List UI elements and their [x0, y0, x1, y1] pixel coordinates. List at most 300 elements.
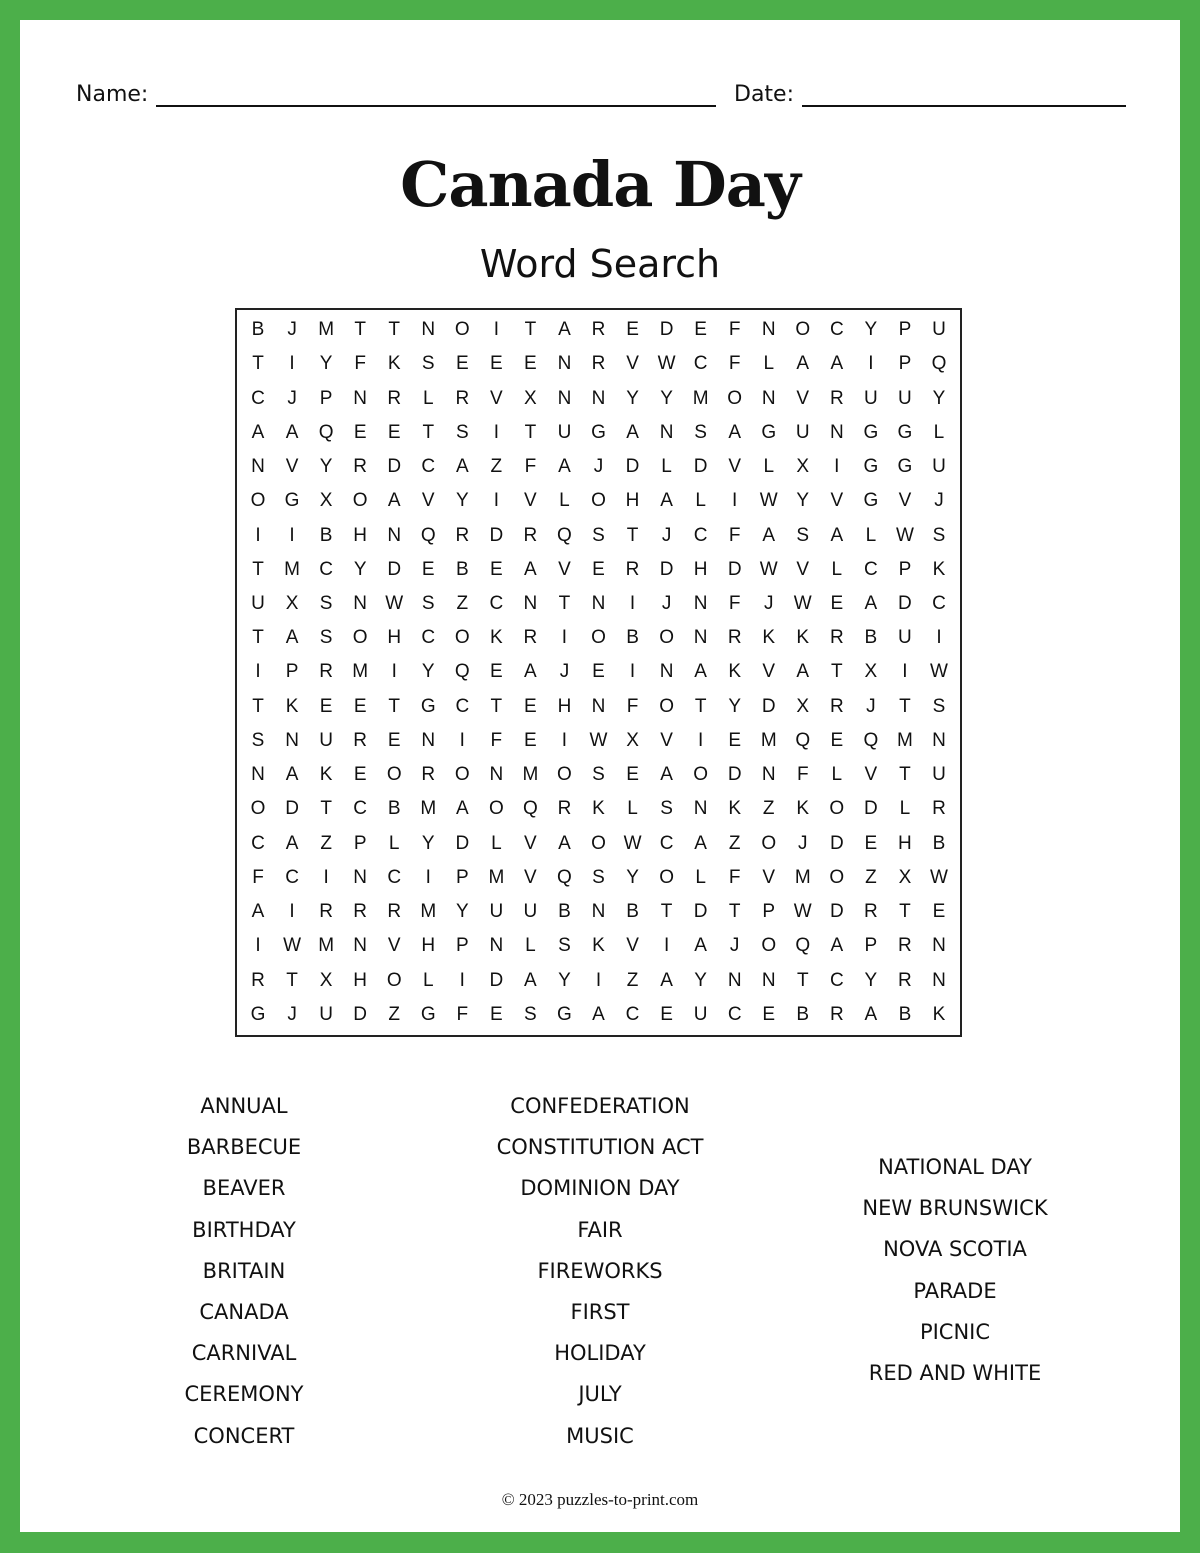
grid-cell[interactable]: F: [728, 866, 741, 888]
grid-cell[interactable]: M: [488, 866, 505, 888]
grid-cell[interactable]: E: [490, 353, 503, 375]
grid-cell[interactable]: V: [285, 456, 299, 478]
grid-cell[interactable]: K: [592, 935, 605, 957]
grid-cell[interactable]: U: [864, 387, 878, 409]
grid-cell[interactable]: V: [898, 490, 912, 512]
grid-cell[interactable]: Y: [455, 490, 469, 512]
grid-cell[interactable]: R: [829, 627, 844, 649]
grid-cell[interactable]: H: [387, 627, 402, 649]
grid-cell[interactable]: V: [524, 490, 537, 512]
grid-cell[interactable]: N: [251, 456, 265, 478]
grid-cell[interactable]: Y: [932, 387, 946, 409]
grid-cell[interactable]: N: [557, 387, 572, 409]
grid-cell[interactable]: I: [629, 593, 636, 615]
grid-cell[interactable]: A: [524, 969, 537, 991]
grid-cell[interactable]: O: [591, 832, 606, 854]
grid-cell[interactable]: O: [250, 798, 266, 820]
grid-cell[interactable]: N: [761, 387, 776, 409]
grid-cell[interactable]: V: [728, 456, 742, 478]
grid-cell[interactable]: K: [592, 798, 605, 820]
grid-cell[interactable]: L: [525, 935, 536, 957]
grid-cell[interactable]: A: [660, 764, 673, 786]
grid-cell[interactable]: I: [323, 866, 329, 888]
grid-cell[interactable]: U: [557, 421, 572, 443]
grid-cell[interactable]: U: [489, 901, 504, 923]
name-field[interactable]: [76, 82, 716, 107]
grid-cell[interactable]: K: [728, 661, 742, 683]
grid-cell[interactable]: Q: [420, 524, 436, 546]
grid-cell[interactable]: E: [421, 558, 435, 580]
grid-cell[interactable]: S: [694, 421, 707, 443]
grid-cell[interactable]: L: [491, 832, 502, 854]
grid-cell[interactable]: H: [898, 832, 912, 854]
grid-cell[interactable]: E: [387, 421, 401, 443]
grid-cell[interactable]: G: [250, 1003, 266, 1025]
grid-cell[interactable]: N: [727, 969, 742, 991]
grid-cell[interactable]: P: [762, 901, 776, 923]
grid-cell[interactable]: K: [490, 627, 503, 649]
grid-cell[interactable]: B: [864, 627, 878, 649]
grid-cell[interactable]: O: [250, 490, 266, 512]
grid-cell[interactable]: F: [626, 695, 639, 717]
grid-cell[interactable]: V: [864, 764, 878, 786]
grid-cell[interactable]: C: [829, 969, 844, 991]
grid-cell[interactable]: G: [863, 421, 879, 443]
grid-cell[interactable]: F: [354, 353, 366, 375]
grid-cell[interactable]: A: [660, 490, 673, 512]
grid-cell[interactable]: A: [558, 319, 571, 341]
grid-cell[interactable]: V: [830, 490, 844, 512]
grid-cell[interactable]: O: [761, 832, 777, 854]
grid-cell[interactable]: N: [353, 593, 368, 615]
grid-cell[interactable]: D: [353, 1003, 368, 1025]
grid-cell[interactable]: T: [320, 798, 332, 820]
grid-cell[interactable]: T: [422, 421, 435, 443]
grid-cell[interactable]: F: [490, 729, 503, 751]
grid-cell[interactable]: O: [386, 764, 402, 786]
grid-cell[interactable]: Z: [728, 832, 741, 854]
grid-cell[interactable]: T: [660, 901, 673, 923]
grid-cell[interactable]: X: [285, 593, 299, 615]
grid-cell[interactable]: B: [455, 558, 469, 580]
grid-cell[interactable]: G: [897, 456, 913, 478]
date-field[interactable]: [734, 82, 1126, 107]
grid-cell[interactable]: Z: [762, 798, 775, 820]
grid-cell[interactable]: Z: [320, 832, 332, 854]
grid-cell[interactable]: E: [455, 353, 469, 375]
grid-cell[interactable]: S: [592, 524, 605, 546]
grid-cell[interactable]: T: [796, 969, 809, 991]
grid-cell[interactable]: N: [285, 729, 299, 751]
grid-cell[interactable]: S: [592, 866, 605, 888]
grid-cell[interactable]: P: [898, 319, 912, 341]
grid-cell[interactable]: N: [591, 593, 606, 615]
grid-cell[interactable]: I: [697, 729, 704, 751]
grid-cell[interactable]: V: [660, 729, 673, 751]
grid-cell[interactable]: R: [353, 456, 368, 478]
grid-cell[interactable]: S: [524, 1003, 537, 1025]
grid-cell[interactable]: H: [693, 558, 708, 580]
grid-cell[interactable]: I: [255, 935, 261, 957]
grid-cell[interactable]: R: [727, 627, 742, 649]
grid-cell[interactable]: A: [455, 456, 469, 478]
grid-cell[interactable]: E: [830, 729, 844, 751]
grid-cell[interactable]: O: [352, 627, 368, 649]
grid-cell[interactable]: K: [319, 764, 333, 786]
grid-cell[interactable]: B: [387, 798, 401, 820]
grid-cell[interactable]: H: [557, 695, 572, 717]
grid-cell[interactable]: D: [625, 456, 640, 478]
grid-cell[interactable]: X: [864, 661, 878, 683]
grid-cell[interactable]: J: [729, 935, 740, 957]
grid-cell[interactable]: F: [728, 593, 741, 615]
grid-cell[interactable]: A: [796, 353, 810, 375]
grid-cell[interactable]: X: [626, 729, 639, 751]
grid-cell[interactable]: G: [897, 421, 913, 443]
grid-cell[interactable]: E: [524, 695, 537, 717]
grid-cell[interactable]: D: [489, 524, 504, 546]
grid-cell[interactable]: T: [899, 901, 911, 923]
grid-cell[interactable]: Y: [626, 387, 639, 409]
grid-cell[interactable]: T: [524, 421, 537, 443]
grid-cell[interactable]: D: [659, 558, 674, 580]
grid-cell[interactable]: T: [286, 969, 298, 991]
grid-cell[interactable]: X: [796, 695, 810, 717]
grid-cell[interactable]: T: [490, 695, 503, 717]
grid-cell[interactable]: G: [591, 421, 606, 443]
grid-cell[interactable]: E: [592, 661, 605, 683]
grid-cell[interactable]: Y: [660, 387, 673, 409]
grid-cell[interactable]: C: [693, 524, 708, 546]
grid-cell[interactable]: D: [387, 456, 402, 478]
grid-cell[interactable]: I: [902, 661, 908, 683]
grid-cell[interactable]: W: [929, 661, 948, 683]
grid-cell[interactable]: V: [524, 866, 537, 888]
grid-cell[interactable]: D: [659, 319, 674, 341]
grid-cell[interactable]: T: [728, 901, 741, 923]
grid-cell[interactable]: T: [252, 627, 264, 649]
grid-cell[interactable]: C: [864, 558, 878, 580]
grid-cell[interactable]: C: [829, 319, 844, 341]
grid-cell[interactable]: T: [524, 319, 537, 341]
grid-cell[interactable]: R: [932, 798, 946, 820]
date-line[interactable]: [802, 83, 1126, 107]
grid-cell[interactable]: A: [285, 764, 299, 786]
grid-cell[interactable]: E: [660, 1003, 673, 1025]
grid-cell[interactable]: D: [727, 764, 742, 786]
grid-cell[interactable]: T: [558, 593, 571, 615]
grid-cell[interactable]: E: [694, 319, 707, 341]
grid-cell[interactable]: O: [591, 490, 606, 512]
grid-cell[interactable]: Y: [558, 969, 571, 991]
grid-cell[interactable]: I: [459, 729, 465, 751]
grid-cell[interactable]: N: [761, 969, 776, 991]
grid-cell[interactable]: P: [864, 935, 878, 957]
grid-cell[interactable]: R: [898, 935, 912, 957]
grid-cell[interactable]: G: [284, 490, 300, 512]
grid-cell[interactable]: B: [558, 901, 571, 923]
grid-cell[interactable]: E: [353, 764, 367, 786]
grid-cell[interactable]: X: [319, 490, 333, 512]
grid-cell[interactable]: Z: [456, 593, 469, 615]
grid-cell[interactable]: D: [489, 969, 504, 991]
grid-cell[interactable]: J: [763, 593, 774, 615]
grid-cell[interactable]: J: [559, 661, 570, 683]
grid-cell[interactable]: M: [284, 558, 300, 580]
grid-cell[interactable]: C: [421, 627, 436, 649]
grid-cell[interactable]: C: [625, 1003, 640, 1025]
grid-cell[interactable]: B: [319, 524, 333, 546]
grid-cell[interactable]: E: [626, 319, 639, 341]
grid-cell[interactable]: B: [626, 627, 639, 649]
grid-cell[interactable]: A: [796, 661, 810, 683]
grid-cell[interactable]: D: [693, 456, 708, 478]
grid-cell[interactable]: B: [898, 1003, 912, 1025]
grid-cell[interactable]: L: [661, 456, 672, 478]
grid-cell[interactable]: N: [829, 421, 844, 443]
grid-cell[interactable]: R: [319, 901, 333, 923]
grid-cell[interactable]: L: [933, 421, 945, 443]
grid-cell[interactable]: N: [693, 627, 708, 649]
grid-cell[interactable]: U: [795, 421, 810, 443]
grid-cell[interactable]: Y: [319, 456, 333, 478]
grid-cell[interactable]: Q: [318, 421, 334, 443]
grid-cell[interactable]: I: [629, 661, 636, 683]
grid-cell[interactable]: X: [524, 387, 537, 409]
grid-cell[interactable]: P: [898, 353, 912, 375]
grid-cell[interactable]: U: [932, 764, 946, 786]
grid-cell[interactable]: A: [694, 661, 707, 683]
grid-cell[interactable]: K: [387, 353, 401, 375]
grid-cell[interactable]: R: [523, 524, 538, 546]
grid-cell[interactable]: G: [420, 1003, 436, 1025]
grid-cell[interactable]: M: [352, 661, 369, 683]
grid-cell[interactable]: H: [353, 524, 368, 546]
grid-cell[interactable]: E: [524, 353, 537, 375]
grid-cell[interactable]: O: [488, 798, 504, 820]
grid-cell[interactable]: O: [727, 387, 743, 409]
grid-cell[interactable]: Q: [795, 935, 811, 957]
grid-cell[interactable]: E: [830, 593, 844, 615]
grid-cell[interactable]: M: [794, 866, 811, 888]
grid-cell[interactable]: L: [422, 387, 434, 409]
grid-cell[interactable]: O: [557, 764, 572, 786]
grid-cell[interactable]: E: [319, 695, 333, 717]
grid-cell[interactable]: G: [863, 456, 879, 478]
grid-cell[interactable]: I: [561, 729, 568, 751]
grid-cell[interactable]: C: [421, 456, 436, 478]
grid-cell[interactable]: N: [353, 387, 368, 409]
grid-cell[interactable]: I: [459, 969, 465, 991]
grid-cell[interactable]: I: [255, 524, 261, 546]
grid-cell[interactable]: I: [289, 901, 295, 923]
grid-cell[interactable]: I: [493, 421, 499, 443]
grid-cell[interactable]: S: [558, 935, 571, 957]
grid-cell[interactable]: T: [899, 764, 911, 786]
grid-cell[interactable]: B: [626, 901, 639, 923]
grid-cell[interactable]: R: [898, 969, 912, 991]
grid-cell[interactable]: V: [796, 387, 810, 409]
grid-cell[interactable]: E: [490, 661, 503, 683]
grid-cell[interactable]: Y: [421, 832, 435, 854]
grid-cell[interactable]: I: [936, 627, 942, 649]
grid-cell[interactable]: N: [421, 319, 436, 341]
grid-cell[interactable]: V: [626, 935, 639, 957]
grid-cell[interactable]: V: [626, 353, 639, 375]
grid-cell[interactable]: N: [353, 935, 368, 957]
grid-cell[interactable]: C: [353, 798, 368, 820]
grid-cell[interactable]: J: [287, 387, 297, 409]
letter-grid[interactable]: [235, 308, 962, 1037]
grid-cell[interactable]: A: [558, 456, 571, 478]
grid-cell[interactable]: M: [420, 798, 437, 820]
grid-cell[interactable]: R: [591, 319, 606, 341]
grid-cell[interactable]: T: [899, 695, 911, 717]
grid-cell[interactable]: J: [661, 593, 672, 615]
grid-cell[interactable]: R: [455, 524, 470, 546]
grid-cell[interactable]: E: [353, 695, 367, 717]
grid-cell[interactable]: J: [934, 490, 944, 512]
grid-cell[interactable]: R: [353, 729, 368, 751]
grid-cell[interactable]: Q: [795, 729, 811, 751]
grid-cell[interactable]: Y: [796, 490, 810, 512]
grid-cell[interactable]: S: [796, 524, 810, 546]
grid-cell[interactable]: O: [454, 319, 470, 341]
grid-cell[interactable]: F: [524, 456, 537, 478]
grid-cell[interactable]: O: [591, 627, 606, 649]
grid-cell[interactable]: O: [659, 627, 674, 649]
grid-cell[interactable]: E: [490, 1003, 503, 1025]
grid-cell[interactable]: S: [455, 421, 469, 443]
grid-cell[interactable]: A: [626, 421, 639, 443]
grid-cell[interactable]: N: [761, 319, 776, 341]
grid-cell[interactable]: N: [659, 661, 674, 683]
grid-cell[interactable]: S: [421, 353, 435, 375]
grid-cell[interactable]: A: [830, 935, 844, 957]
grid-cell[interactable]: D: [387, 558, 402, 580]
grid-cell[interactable]: W: [623, 832, 642, 854]
grid-cell[interactable]: P: [455, 935, 469, 957]
grid-cell[interactable]: I: [561, 627, 568, 649]
grid-cell[interactable]: Q: [557, 524, 572, 546]
grid-cell[interactable]: V: [558, 558, 571, 580]
grid-cell[interactable]: L: [899, 798, 911, 820]
grid-cell[interactable]: C: [489, 593, 504, 615]
grid-cell[interactable]: U: [251, 593, 265, 615]
grid-cell[interactable]: G: [420, 695, 436, 717]
grid-cell[interactable]: G: [863, 490, 879, 512]
grid-cell[interactable]: E: [626, 764, 639, 786]
grid-cell[interactable]: Y: [864, 969, 878, 991]
grid-cell[interactable]: O: [761, 935, 777, 957]
grid-cell[interactable]: I: [391, 661, 397, 683]
grid-cell[interactable]: R: [319, 661, 333, 683]
grid-cell[interactable]: D: [864, 798, 878, 820]
grid-cell[interactable]: Q: [454, 661, 470, 683]
grid-cell[interactable]: Y: [864, 319, 878, 341]
grid-cell[interactable]: I: [255, 661, 261, 683]
grid-cell[interactable]: P: [455, 866, 469, 888]
grid-cell[interactable]: C: [693, 353, 708, 375]
grid-cell[interactable]: S: [251, 729, 265, 751]
grid-cell[interactable]: O: [659, 695, 674, 717]
grid-cell[interactable]: R: [557, 798, 572, 820]
grid-cell[interactable]: N: [523, 593, 538, 615]
grid-cell[interactable]: W: [385, 593, 404, 615]
grid-cell[interactable]: U: [319, 1003, 333, 1025]
grid-cell[interactable]: E: [490, 558, 503, 580]
grid-cell[interactable]: C: [387, 866, 402, 888]
grid-cell[interactable]: S: [421, 593, 435, 615]
grid-cell[interactable]: U: [523, 901, 538, 923]
grid-cell[interactable]: N: [932, 969, 946, 991]
grid-cell[interactable]: A: [251, 421, 265, 443]
grid-cell[interactable]: T: [252, 558, 264, 580]
grid-cell[interactable]: N: [387, 524, 402, 546]
grid-cell[interactable]: H: [625, 490, 640, 512]
grid-cell[interactable]: R: [353, 901, 368, 923]
grid-cell[interactable]: U: [932, 456, 946, 478]
grid-cell[interactable]: O: [454, 627, 470, 649]
grid-cell[interactable]: R: [829, 387, 844, 409]
grid-cell[interactable]: F: [728, 524, 741, 546]
grid-cell[interactable]: E: [728, 729, 742, 751]
grid-cell[interactable]: A: [387, 490, 401, 512]
grid-cell[interactable]: I: [289, 353, 295, 375]
grid-cell[interactable]: T: [252, 695, 264, 717]
grid-cell[interactable]: N: [693, 593, 708, 615]
grid-cell[interactable]: H: [421, 935, 436, 957]
grid-cell[interactable]: I: [289, 524, 295, 546]
grid-cell[interactable]: K: [285, 695, 299, 717]
grid-cell[interactable]: M: [318, 319, 335, 341]
grid-cell[interactable]: M: [318, 935, 335, 957]
grid-cell[interactable]: B: [796, 1003, 810, 1025]
grid-cell[interactable]: C: [251, 832, 265, 854]
grid-cell[interactable]: T: [626, 524, 639, 546]
grid-cell[interactable]: F: [252, 866, 264, 888]
grid-cell[interactable]: N: [591, 695, 606, 717]
grid-cell[interactable]: R: [523, 627, 538, 649]
grid-cell[interactable]: O: [693, 764, 709, 786]
grid-cell[interactable]: N: [489, 935, 504, 957]
grid-cell[interactable]: N: [659, 421, 674, 443]
grid-cell[interactable]: O: [386, 969, 402, 991]
grid-cell[interactable]: E: [387, 729, 401, 751]
grid-cell[interactable]: R: [387, 387, 402, 409]
grid-cell[interactable]: O: [352, 490, 368, 512]
grid-cell[interactable]: X: [319, 969, 333, 991]
grid-cell[interactable]: F: [456, 1003, 469, 1025]
grid-cell[interactable]: K: [932, 558, 946, 580]
grid-cell[interactable]: Z: [626, 969, 639, 991]
grid-cell[interactable]: Y: [421, 661, 435, 683]
grid-cell[interactable]: W: [759, 490, 778, 512]
grid-cell[interactable]: A: [830, 524, 844, 546]
grid-cell[interactable]: L: [831, 764, 843, 786]
grid-cell[interactable]: Q: [557, 866, 572, 888]
grid-cell[interactable]: L: [831, 558, 843, 580]
grid-cell[interactable]: T: [252, 353, 264, 375]
grid-cell[interactable]: V: [490, 387, 503, 409]
grid-cell[interactable]: N: [693, 798, 708, 820]
grid-cell[interactable]: Z: [388, 1003, 401, 1025]
grid-cell[interactable]: A: [728, 421, 742, 443]
grid-cell[interactable]: Z: [490, 456, 503, 478]
grid-cell[interactable]: N: [591, 387, 606, 409]
grid-cell[interactable]: T: [831, 661, 843, 683]
grid-cell[interactable]: Q: [523, 798, 538, 820]
